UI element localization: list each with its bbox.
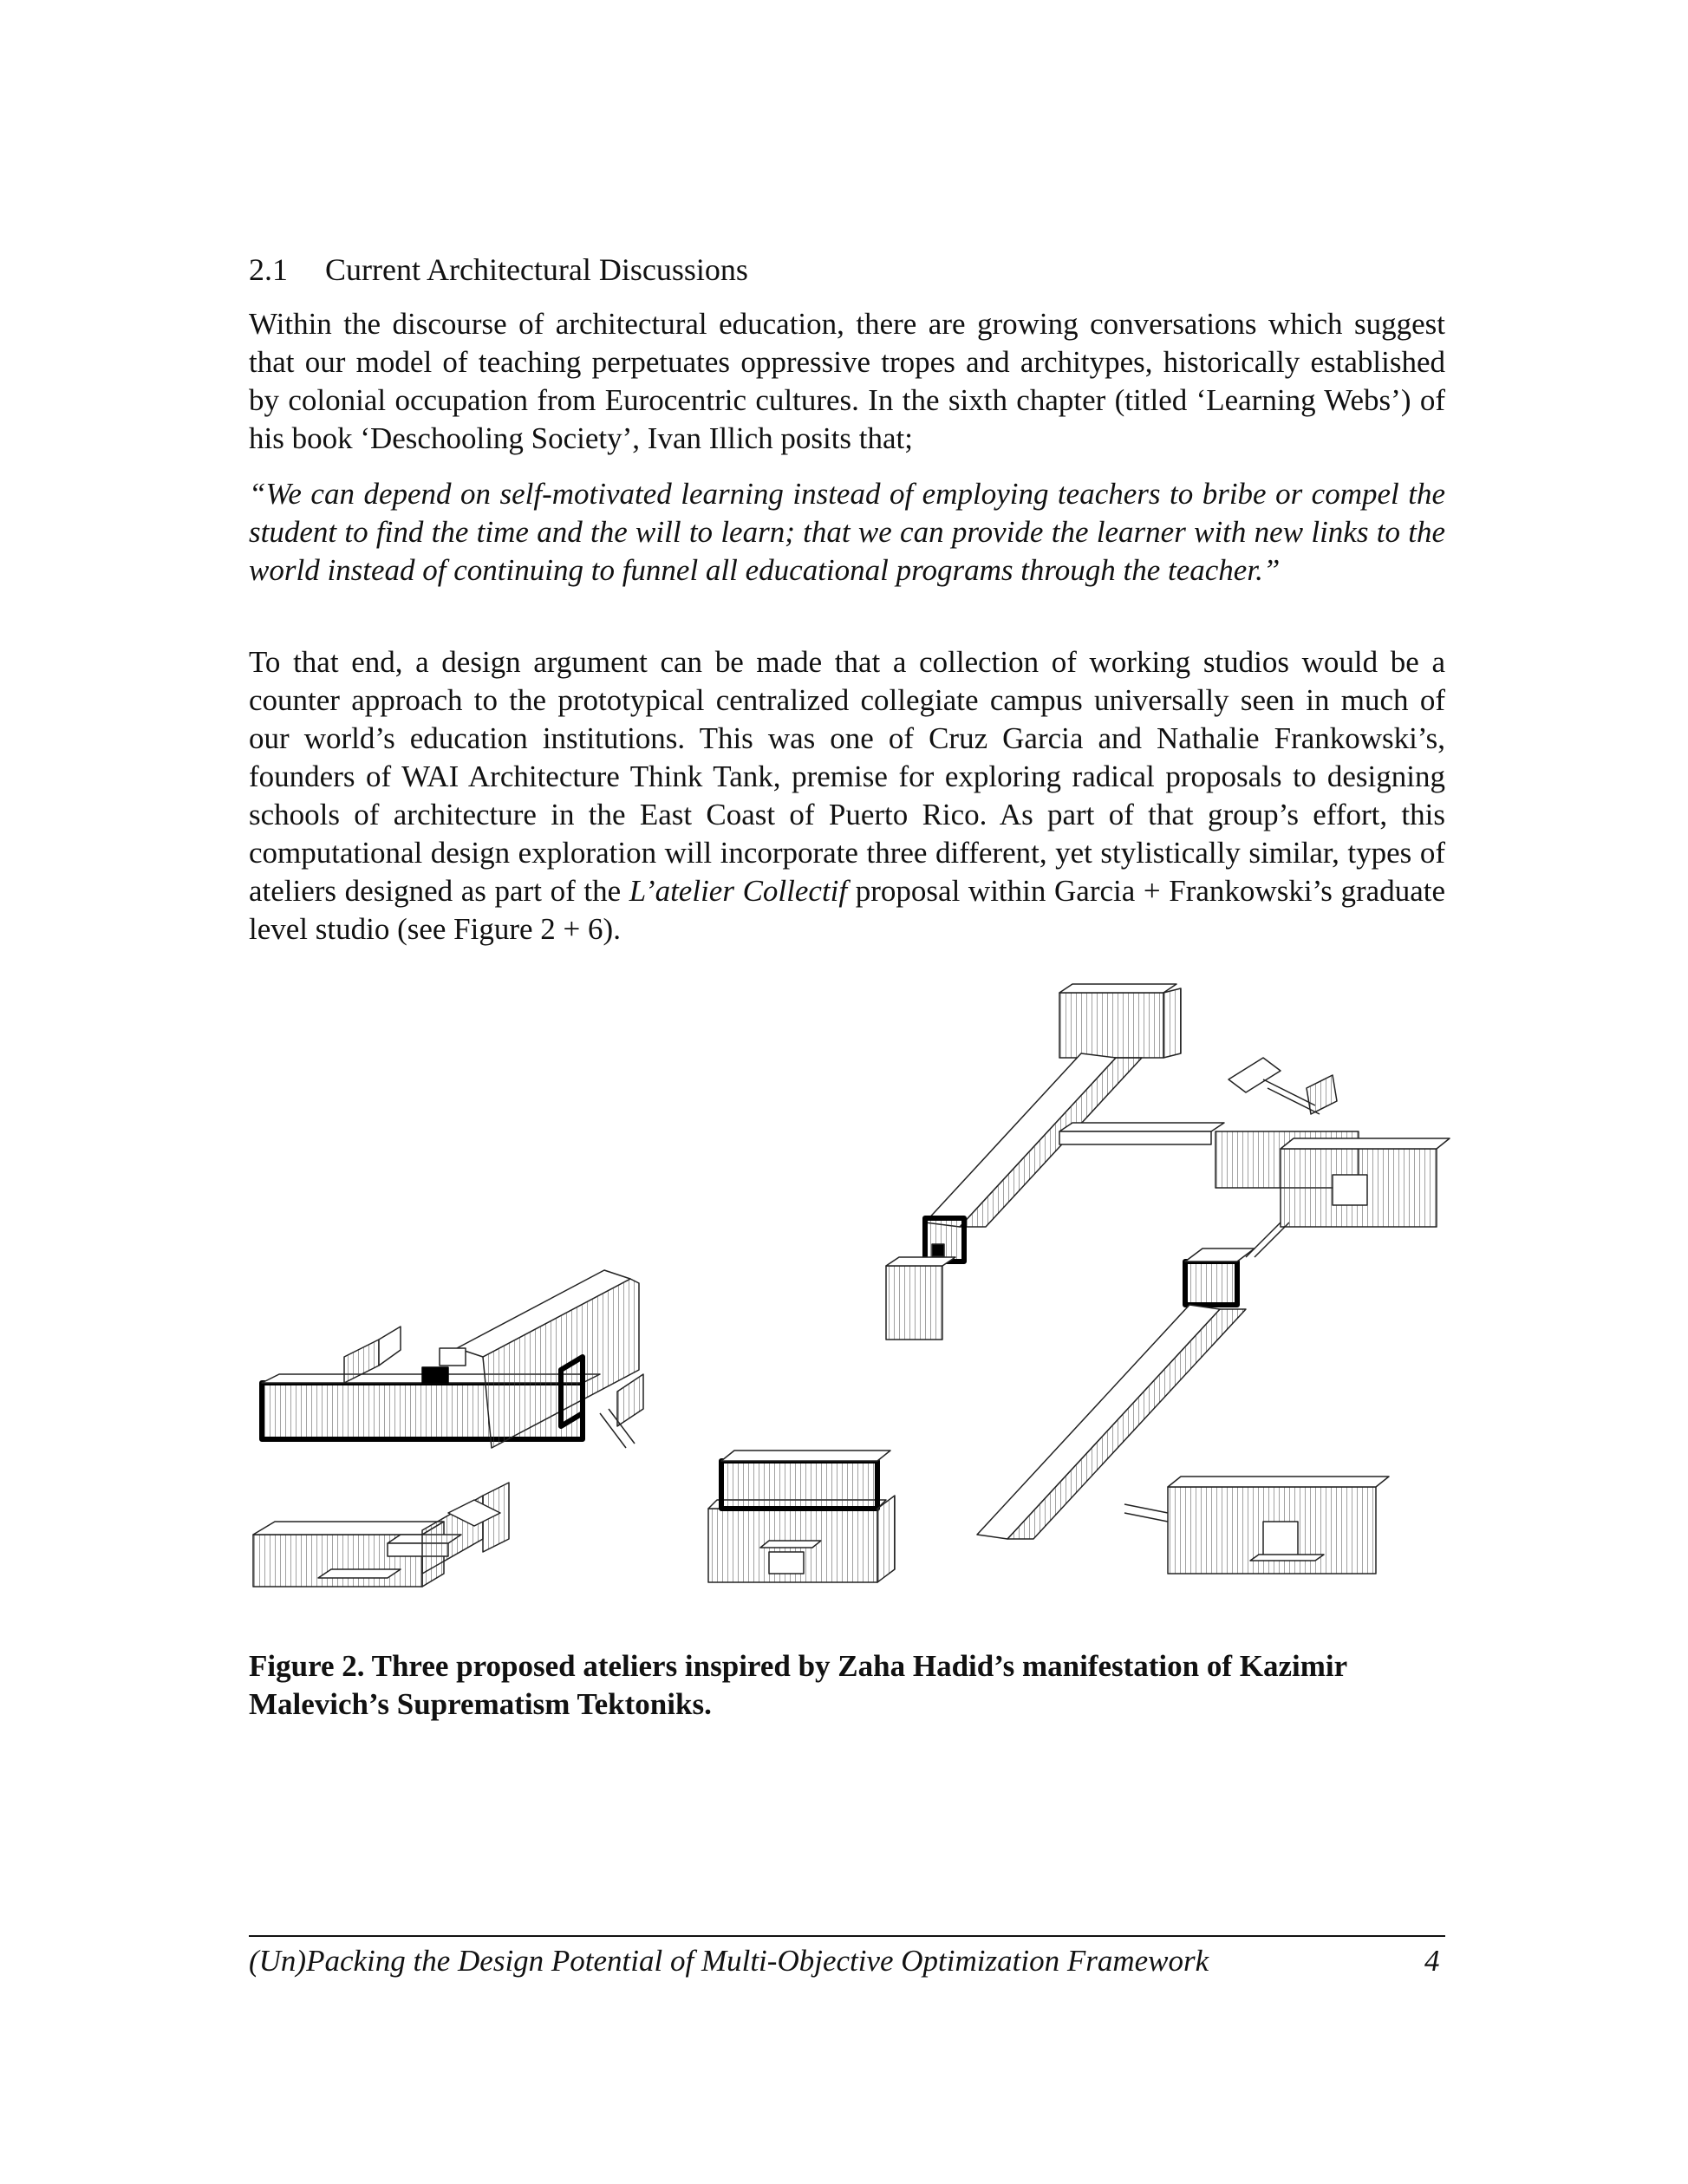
atelier-1-drawing <box>253 1270 643 1587</box>
paragraph-ateliers <box>249 643 1445 949</box>
section-number: 2.1 <box>249 252 288 287</box>
paragraph-ateliers-text-2: proposal within Garcia + Frankowski’s graduate level studio (see Figure 2 + 6). <box>249 874 1446 946</box>
illich-quote: “We can depend on self-motivated learning instead of employing teachers to bribe or compel the student to find the time and the will to learn; that we can provide the learner with new links to the world instead of continuing to funnel all educational programs through the teacher.” <box>249 477 1445 587</box>
paragraph-ateliers-text-1: To that end, a design argument can be made that a collection of working studios would be a counter approach to the prototypical centralized collegiate campus universally seen in much of our world’s education institutions. This was one of Cruz Garcia and Nathalie Frankowski’s, founders of WAI Architecture Think Tank, premise for exploring radical proposals to designing schools of architecture in the East Coast of Puerto Rico. As part of that group’s effort, this computational design exploration will incorporate three different, yet stylistically similar, types of ateliers designed as part of the <box>249 645 1445 908</box>
footer-divider <box>249 1935 1445 1937</box>
atelier-2-drawing <box>708 1451 895 1582</box>
figure-ateliers <box>249 975 1463 1608</box>
ateliers-axonometric-drawing <box>249 975 1463 1608</box>
section-heading <box>249 251 748 288</box>
paragraph-intro: Within the discourse of architectural education, there are growing conversations which suggest that our model of teaching perpetuates oppressive tropes and architypes, historically established by colonial occupation from Eurocentric cultures. In the sixth chapter (titled ‘Learning Webs’) of his book ‘Deschooling Society’, Ivan Illich posits that; <box>249 307 1445 455</box>
figure-caption: Figure 2. Three proposed ateliers inspired by Zaha Hadid’s manifestation of Kazimir Malevich’s Suprematism Tektoniks. <box>249 1649 1347 1721</box>
running-footer-title: (Un)Packing the Design Potential of Multi-Objective Optimization Framework <box>249 1944 1209 1978</box>
atelier-3-drawing <box>886 984 1450 1574</box>
atelier-collectif-title: L’atelier Collectif <box>629 874 848 908</box>
section-title: Current Architectural Discussions <box>325 252 748 287</box>
page-number: 4 <box>1424 1944 1440 1978</box>
